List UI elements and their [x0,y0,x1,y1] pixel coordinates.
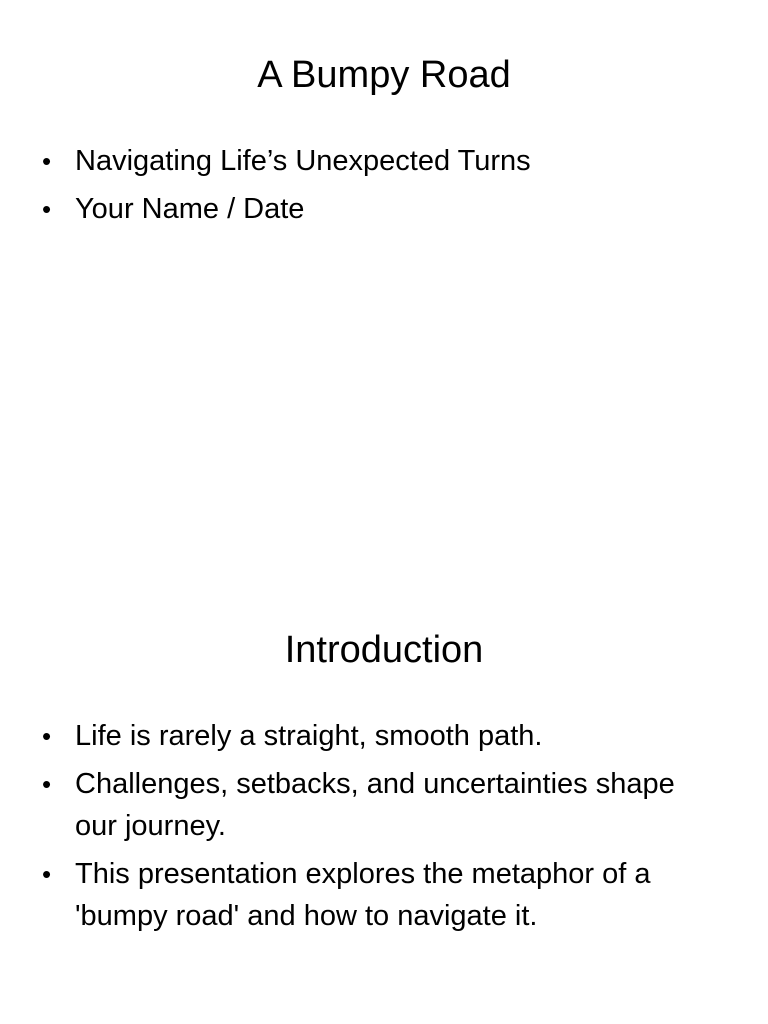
bullet-text: Your Name / Date [75,193,305,225]
slide-title: A Bumpy Road [257,54,511,96]
slide-title: Introduction [284,629,484,671]
bullet-icon: • [42,194,52,224]
bullet-icon: • [42,146,52,176]
list-item [40,140,720,182]
bullet-text: Life is rarely a straight, smooth path. [75,720,543,752]
slide-introduction [0,576,768,1024]
bullet-text: This presentation explores the metaphor of a 'bumpy road' and how to navigate it. [75,858,651,932]
bullet-icon: • [42,769,52,799]
list-item [40,188,720,230]
bullet-text: Challenges, setbacks, and uncertainties shape our journey. [75,768,675,842]
list-item [40,715,720,757]
bullet-list [40,140,720,236]
bullet-list [40,715,720,943]
bullet-icon: • [42,859,52,889]
list-item [40,763,720,847]
bullet-text: Navigating Life’s Unexpected Turns [75,145,531,177]
list-item [40,853,720,937]
bullet-icon: • [42,721,52,751]
